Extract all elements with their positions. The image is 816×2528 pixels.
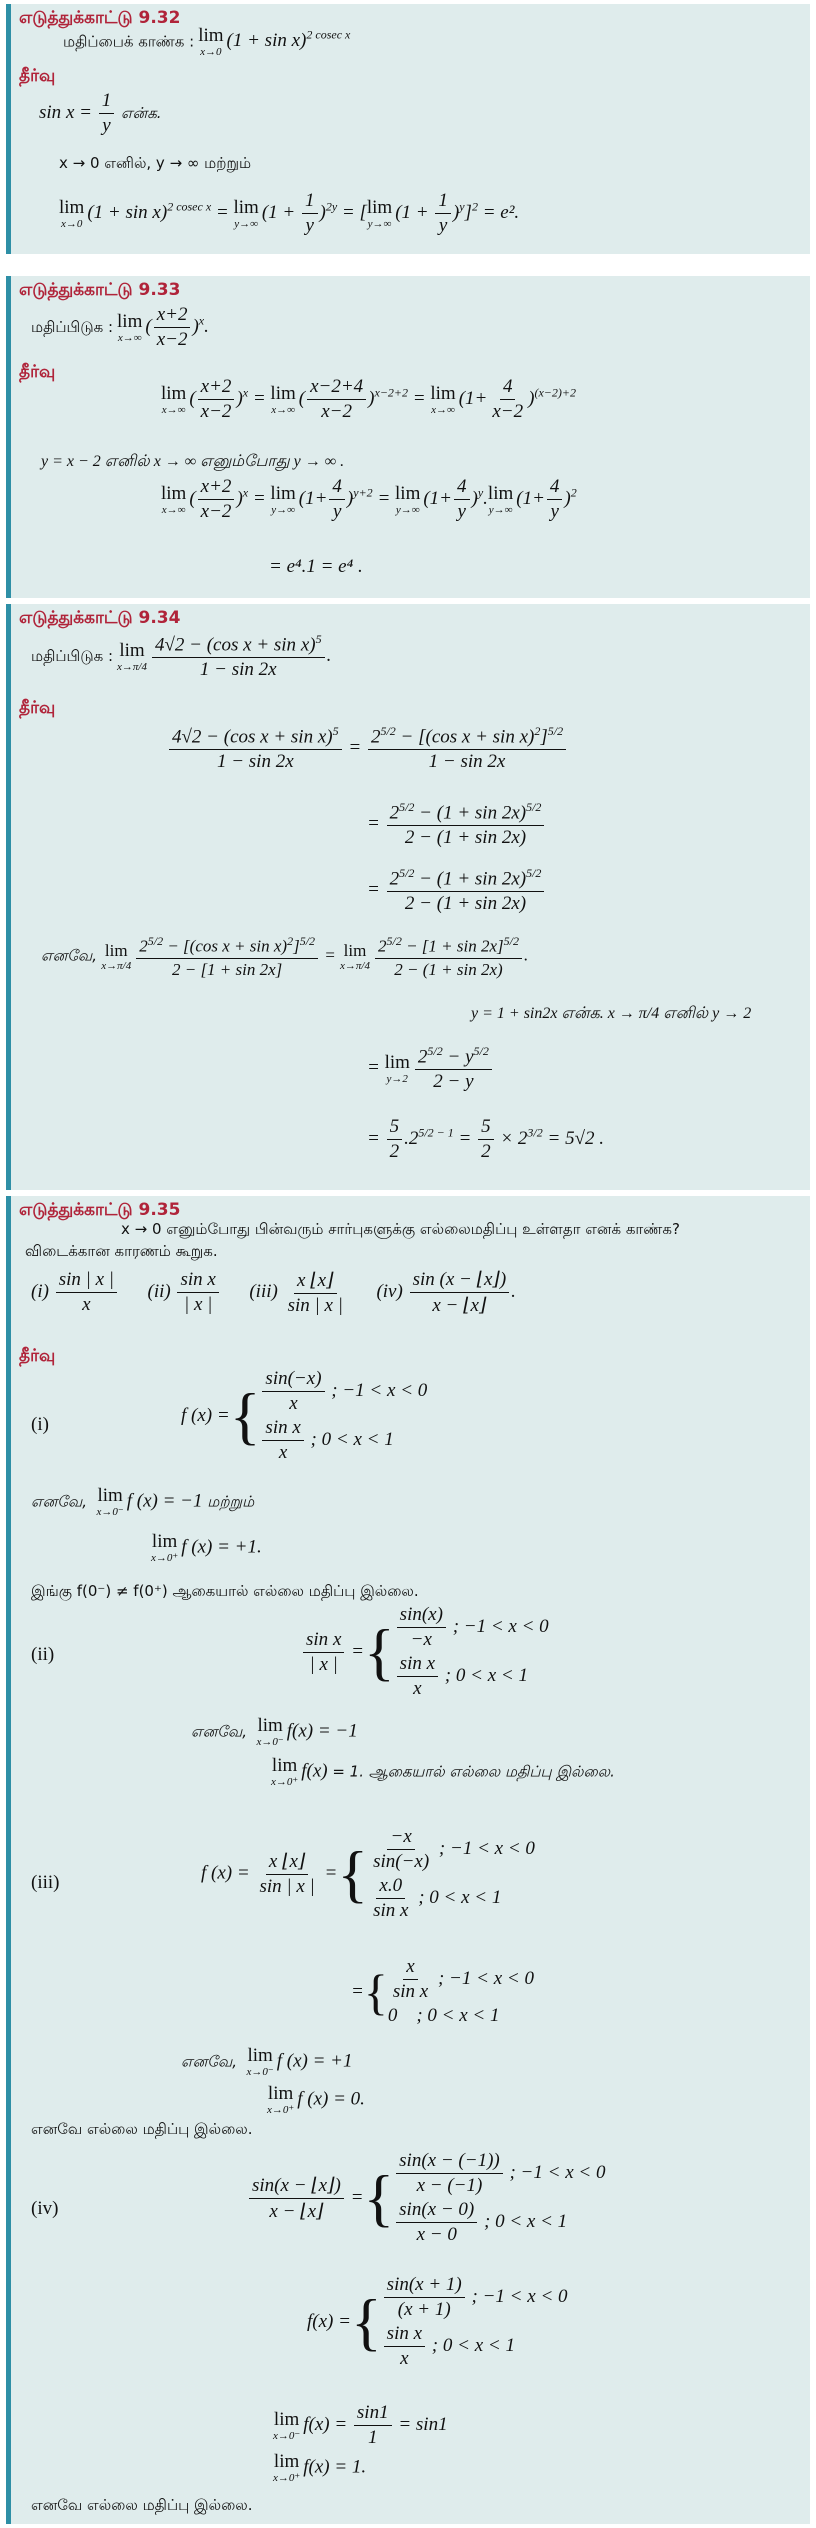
item-label: (ii) xyxy=(31,1644,55,1665)
example-9-33-card xyxy=(6,276,810,598)
substitution-line: y = 1 + sin2x என்க. x → π/4 எனில் y → 2 xyxy=(471,1005,752,1022)
limits-ii: எனவே, lim x→0⁻ f(x) = −1 xyxy=(191,1715,358,1748)
final-result: = e⁴.1 = e⁴ . xyxy=(269,556,363,577)
condition-line: x → 0 எனில், y → ∞ மற்றும் xyxy=(59,154,252,172)
let-suffix: என்க. xyxy=(120,103,162,122)
left-limit-iv: lim x→0⁻ f(x) = $\frac{\sin 1}{1}$ = sin1 xyxy=(273,2402,448,2448)
hence-label: எனவே, xyxy=(41,946,98,965)
conclusion-iv: எனவே எல்லை மதிப்பு இல்லை. xyxy=(31,2496,253,2514)
solution-label: தீர்வு xyxy=(19,362,56,382)
right-limit-ii: lim x→0⁺ f(x) = 1. ஆகையால் எல்லை மதிப்பு இல்லை. xyxy=(271,1755,615,1788)
example-heading: எடுத்துக்காட்டு 9.35 xyxy=(19,1200,181,1220)
step-1: $\frac{4√2 - (\cos x + \sin x)^5}{1 - \sin 2x}$ = $\frac{2^{5/2} - [(\cos x + \sin x)^2]^{5/2}}{1 - \sin 2x}$ xyxy=(167,724,568,773)
task-line: மதிப்பைக் காண்க : lim x→0 $(1 + \sin x)^{2 cosec x}$ xyxy=(63,25,351,58)
conclusion-iii: எனவே எல்லை மதிப்பு இல்லை. xyxy=(31,2120,253,2138)
step-4: = lim y→2 $\frac{2^{5/2} - y^{5/2}}{2 - y}$ xyxy=(367,1044,494,1093)
item-label: (ii) xyxy=(147,1280,171,1302)
task-label: மதிப்பிடுக : xyxy=(31,647,114,666)
equation-1: lim x→∞ ( $\frac{x+2}{x-2}$ )$^x$ = lim x→∞ ( $\frac{x-2+4}{x-2}$ )$^{x-2+2}$ = lim x→∞ (1+ $\frac{4}{x-2}$ )$^{(x-2)+2}$ xyxy=(161,376,576,422)
example-9-35-card xyxy=(6,1196,810,2524)
simplified-iii: = { $\frac{x}{\text{sin x}}$ ; −1 < x < 0 0 ; 0 < x < 1 xyxy=(351,1956,534,2026)
conclusion-i: இங்கு f(0⁻) ≠ f(0⁺) ஆகையால் எல்லை மதிப்பு இல்லை. xyxy=(31,1582,419,1600)
hence-label: எனவே, xyxy=(31,1492,88,1511)
right-limit-iii: lim x→0⁺ f (x) = 0. xyxy=(267,2083,365,2116)
piecewise-i: f (x) = { $\frac{\sin(-x)}{x}$ ; −1 < x < 0 $\frac{\text{sin x}}{x}$ ; 0 < x < 1 xyxy=(181,1368,428,1463)
equation-2: lim x→∞ ( $\frac{x+2}{x-2}$ )$^x$ = lim y→∞ (1+ $\frac{4}{y}$ )$^{y+2}$ = lim y→∞ (1+ $\frac{4}{y}$ )$^y$. lim y→∞ (1+ $\frac{4}{y}$ )$^2$ xyxy=(161,476,577,522)
example-9-34-card xyxy=(6,604,810,1190)
substitution-line: y = x − 2 எனில் x → ∞ எனும்போது y → ∞ . xyxy=(41,453,345,470)
solution-label: தீர்வு xyxy=(19,66,56,86)
item-label: (iv) xyxy=(376,1280,403,1302)
f-iv: f(x) = { $\frac{\sin(x + 1)}{(x + 1)}$ ; −1 < x < 0 $\frac{\text{sin x}}{x}$ ; 0 < x < 1 xyxy=(307,2274,568,2369)
main-equation: lim x→0 $(1 + \sin x)^{2 cosec x}$ = lim y→∞ (1 + $\frac{1}{y}$ )$^{2y}$ = [ lim y→∞ (1 + $\frac{1}{y}$ )$^y$]$^2$ = e². xyxy=(59,190,520,236)
hence-label: எனவே, xyxy=(181,2052,238,2071)
item-label: (i) xyxy=(31,1280,49,1302)
right-limit-iv: lim x→0⁺ f(x) = 1. xyxy=(273,2451,367,2484)
piecewise-iii: f (x) = $\frac{x ⌊x⌋}{\sin | x |}$ = { $\frac{-x}{\sin(-x)}$ ; −1 < x < 0 $\frac{x.0}{\text{sin x}}$ ; 0 < x < 1 xyxy=(201,1826,535,1921)
item-label: (iii) xyxy=(31,1872,60,1893)
question-line-2: விடைக்கான காரணம் கூறுக. xyxy=(25,1242,218,1260)
item-label: (iv) xyxy=(31,2198,59,2219)
function-list: (i) $\frac{\sin | x |}{x}$ (ii) $\frac{\text{sin x}}{| x |}$ (iii) $\frac{x ⌊x⌋}{\sin | x |}$ (iv) $\frac{\sin (x - ⌊x⌋)}{x - ⌊x⌋}$ . xyxy=(31,1269,516,1316)
step-5: = $\frac{5}{2}$ $.2^{5/2 - 1}$ = $\frac{5}{2}$ × $2^{3/2} = 5√2$ . xyxy=(367,1116,605,1162)
limits-i: எனவே, lim x→0⁻ f (x) = −1 மற்றும் xyxy=(31,1485,255,1518)
example-heading: எடுத்துக்காட்டு 9.34 xyxy=(19,608,181,628)
solution-label: தீர்வு xyxy=(19,1346,56,1366)
piecewise-ii: $\frac{\text{sin x}}{| x |}$ = { $\frac{\sin(x)}{-x}$ ; −1 < x < 0 $\frac{\text{sin x}}{x}$ ; 0 < x < 1 xyxy=(301,1604,549,1700)
limits-iii: எனவே, lim x→0⁻ f (x) = +1 xyxy=(181,2045,353,2078)
example-heading: எடுத்துக்காட்டு 9.32 xyxy=(19,8,181,28)
example-heading: எடுத்துக்காட்டு 9.33 xyxy=(19,280,181,300)
example-9-32-card xyxy=(6,4,810,254)
result: = e². xyxy=(482,201,520,223)
step-2: = $\frac{2^{5/2} - (1 + \sin 2x)^{5/2}}{2 - (1 + \sin 2x)}$ xyxy=(367,800,546,849)
step-3: = $\frac{2^{5/2} - (1 + \sin 2x)^{5/2}}{2 - (1 + \sin 2x)}$ xyxy=(367,866,546,915)
task-line: மதிப்பிடுக : lim x→π/4 $\frac{4√2 - (\cos x + \sin x)^5}{1 - \sin 2x}$ . xyxy=(31,632,332,681)
piecewise-iv: $\frac{\sin(x - ⌊x⌋)}{x - ⌊x⌋}$ = { $\frac{\sin(x - (-1))}{x - (-1)}$ ; −1 < x < 0 $\frac{\sin(x - 0)}{x - 0}$ ; 0 < x < 1 xyxy=(247,2150,605,2246)
task-label: மதிப்பிடுக : xyxy=(31,317,114,336)
item-label: (iii) xyxy=(249,1280,278,1302)
hence-line: எனவே, lim x→π/4 $\frac{2^{5/2} - [(\cos x + \sin x)^2]^{5/2}}{2 - [1 + \sin 2x]}$ = lim x→π/4 $\frac{2^{5/2} - [1 + \sin 2x]^{5/2}}{2 - (1 + \sin 2x)}$ . xyxy=(41,934,529,979)
task-line: மதிப்பிடுக : lim x→∞ ( $\frac{x+2}{x-2}$ )$^x$. xyxy=(31,304,209,350)
right-limit-i: lim x→0⁺ f (x) = +1. xyxy=(151,1531,262,1564)
let-line: sin x = $\frac{1}{y}$ என்க. xyxy=(39,90,162,136)
hence-label: எனவே, xyxy=(191,1722,248,1741)
item-label: (i) xyxy=(31,1414,49,1435)
task-label: மதிப்பைக் காண்க : xyxy=(63,32,195,51)
question-line-1: x → 0 எனும்போது பின்வரும் சார்புகளுக்கு எல்லைமதிப்பு உள்ளதா எனக் காண்க? xyxy=(121,1220,680,1238)
and-word: மற்றும் xyxy=(207,1492,255,1511)
solution-label: தீர்வு xyxy=(19,698,56,718)
ii-right-lim-text: = 1. ஆகையால் எல்லை மதிப்பு இல்லை. xyxy=(332,1762,615,1781)
